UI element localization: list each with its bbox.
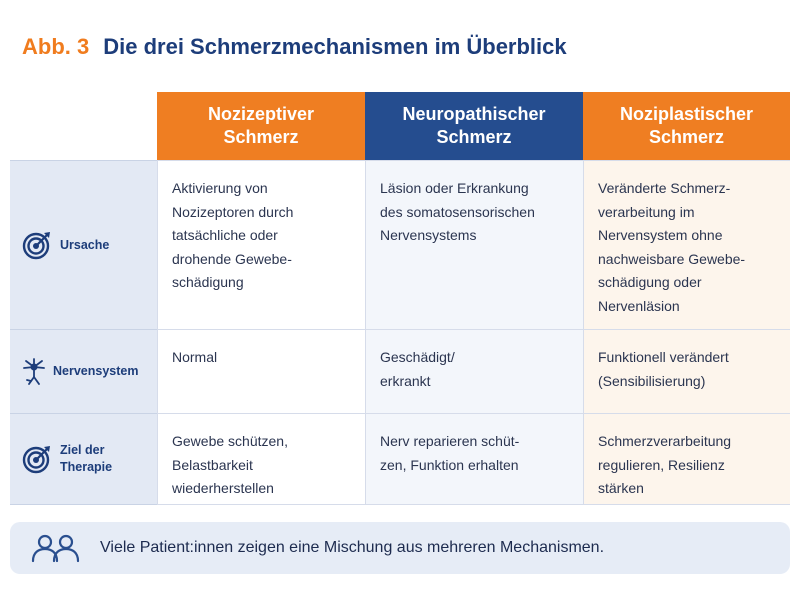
row-label-text: Nervensystem bbox=[53, 364, 139, 378]
cell-line: verarbeitung im bbox=[598, 203, 695, 220]
cell-therapy-nociplastic bbox=[583, 413, 790, 505]
cell-line: schädigung bbox=[172, 274, 244, 290]
cell-line: Funktionell verändert bbox=[598, 349, 729, 365]
footer-note bbox=[10, 522, 790, 574]
cell-line: Nervensystems bbox=[380, 227, 477, 243]
cell-line: Normal bbox=[172, 349, 218, 365]
cell-line: Nerv reparieren schüt- bbox=[380, 433, 520, 449]
cell-cause-nociplastic bbox=[583, 160, 790, 329]
header-nociplastic bbox=[583, 92, 790, 160]
header-line: Schmerz bbox=[648, 127, 725, 147]
row-label-text: Ursache bbox=[60, 237, 110, 252]
header-line: Schmerz bbox=[436, 127, 512, 147]
cell-line: schädigung oder bbox=[598, 274, 702, 290]
cell-nervous-nociceptive bbox=[157, 329, 365, 413]
row-label-line: Ziel der bbox=[60, 443, 105, 457]
cell-line: regulieren, Resilienz bbox=[598, 456, 725, 473]
row-label-nervous-system bbox=[10, 329, 157, 413]
cell-line: stärken bbox=[598, 480, 644, 496]
footer-text: Viele Patient:innen zeigen eine Mischung aus mehreren Mechanismen. bbox=[100, 539, 605, 556]
header-line: Noziplastischer bbox=[619, 104, 754, 124]
cell-line: drohende Gewebe- bbox=[172, 250, 292, 267]
figure-title bbox=[22, 34, 782, 60]
figure-label: Abb. 3 bbox=[22, 34, 90, 59]
cell-therapy-neuropathic bbox=[365, 413, 583, 505]
cell-line: Gewebe schützen, bbox=[172, 433, 288, 449]
cell-nervous-nociplastic bbox=[583, 329, 790, 413]
target-icon bbox=[22, 230, 52, 260]
title-text: Die drei Schmerzmechanismen im Überblick bbox=[103, 34, 567, 59]
row-label-line: Therapie bbox=[60, 460, 113, 474]
cell-line: Nervensystem ohne bbox=[598, 227, 723, 243]
cell-line: (Sensibilisierung) bbox=[598, 372, 706, 389]
cell-line: Schmerzverarbeitung bbox=[598, 433, 732, 449]
target-icon bbox=[22, 444, 52, 474]
cell-line: nachweisbare Gewebe- bbox=[598, 250, 746, 267]
header-neuropathic bbox=[365, 92, 583, 160]
cell-line: zen, Funktion erhalten bbox=[380, 456, 519, 473]
header-line: Neuropathischer bbox=[402, 104, 546, 124]
cell-line: Geschädigt/ bbox=[380, 349, 455, 365]
neuron-icon bbox=[20, 357, 50, 387]
row-label-cause bbox=[10, 160, 157, 329]
row-label-therapy-goal bbox=[10, 413, 157, 505]
cell-nervous-neuropathic bbox=[365, 329, 583, 413]
cell-line: Läsion oder Erkrankung bbox=[380, 180, 529, 196]
cell-line: Aktivierung von bbox=[172, 180, 268, 196]
people-icon bbox=[30, 533, 82, 563]
cell-cause-nociceptive bbox=[157, 160, 365, 329]
cell-line: Nozizeptoren durch bbox=[172, 203, 294, 220]
cell-line: tatsächliche oder bbox=[172, 227, 278, 243]
cell-cause-neuropathic bbox=[365, 160, 583, 329]
cell-line: Belastbarkeit bbox=[172, 456, 253, 473]
header-line: Nozizeptiver bbox=[207, 104, 315, 124]
cell-therapy-nociceptive bbox=[157, 413, 365, 505]
cell-line: Nervenläsion bbox=[598, 297, 680, 314]
mechanisms-table bbox=[10, 92, 790, 505]
cell-line: erkrankt bbox=[380, 372, 431, 389]
table-corner bbox=[10, 92, 157, 160]
header-line: Schmerz bbox=[223, 127, 299, 147]
row-label-text bbox=[60, 442, 112, 476]
cell-line: des somatosensorischen bbox=[380, 203, 535, 220]
cell-line: Veränderte Schmerz- bbox=[598, 180, 731, 196]
cell-line: wiederherstellen bbox=[172, 480, 274, 496]
header-nociceptive bbox=[157, 92, 365, 160]
